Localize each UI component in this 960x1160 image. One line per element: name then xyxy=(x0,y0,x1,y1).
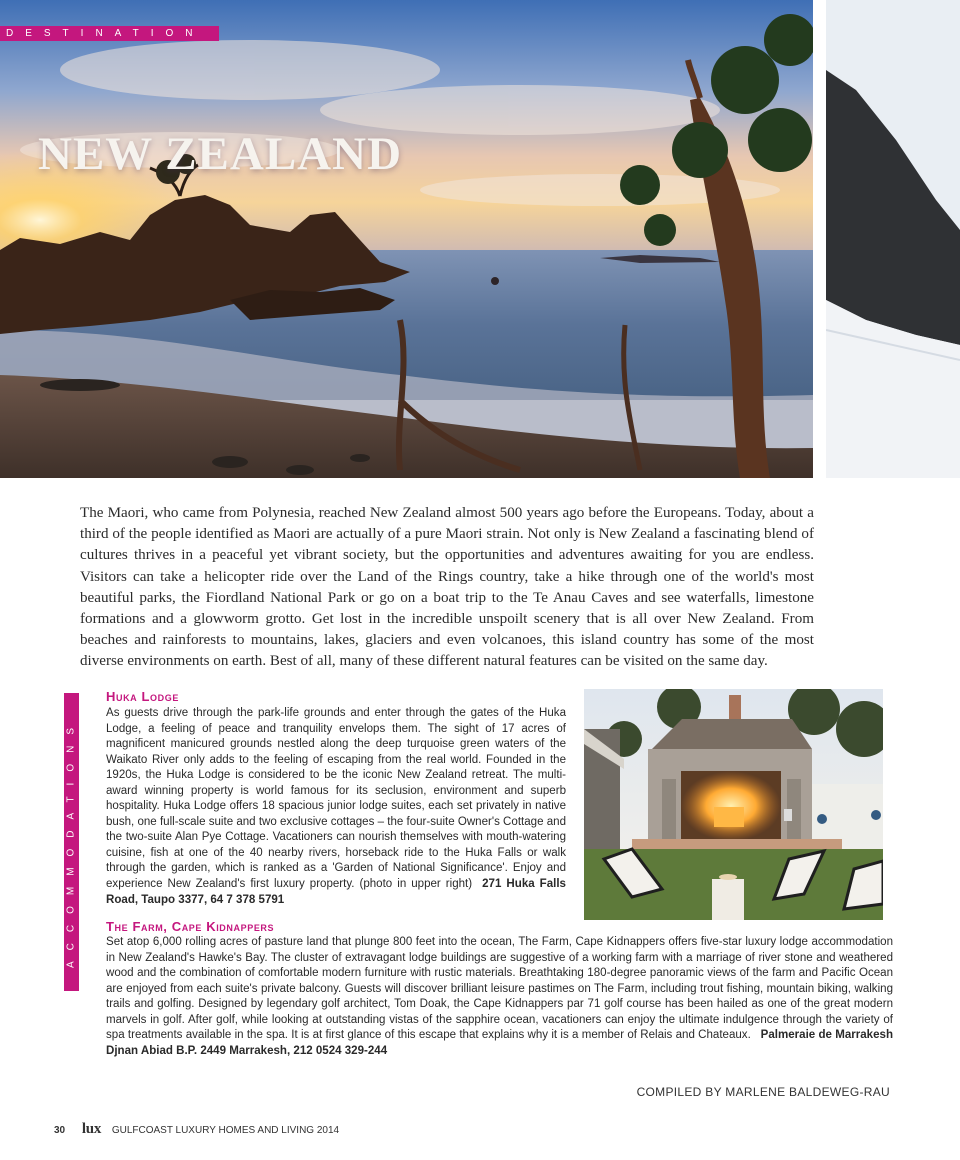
accommodations-label xyxy=(64,693,79,991)
section-label: DESTINATION xyxy=(0,26,219,41)
huka-lodge-text xyxy=(106,706,566,908)
publication-name: GULFCOAST LUXURY HOMES AND LIVING 2014 xyxy=(111,1125,340,1136)
huka-lodge-heading: Huka Lodge xyxy=(106,689,179,704)
hero-photo xyxy=(0,0,813,478)
side-photo xyxy=(826,0,960,478)
author-credit: COMPILED BY MARLENE BALDEWEG-RAU xyxy=(636,1085,890,1099)
the-farm-body: Set atop 6,000 rolling acres of pasture land that plunge 800 feet into the ocean, The Farm, Cape Kidnappers offers five-star luxury lodge accommodation in New Zealand's Hawke's Bay. The cluster of extravagant lodge buildings are suggestive of a working farm with a marriage of river stone and weathered wood and the combination of comfortable modern furniture with rustic materials. Breathtaking 180-degree panoramic views of the farm and Pacific Ocean are enjoyed from each suite's private balcony. Guests will discover brilliant leisure pastimes on The Farm, including trout fishing, mountain biking, walking trails and golfing. Designed by legendary golf architect, Tom Doak, the Cape Kidnappers par 71 golf course has been hailed as one of the great modern marvels in golf. After golf, while looking at outstanding vistas of the sapphire ocean, vacationers can enjoy the ultimate indulgence through the variety of spa treatments available in the spa. It is at first glance of this escape that explains why it is a member of Relais and Chateaux. xyxy=(106,936,893,1042)
intro-paragraph: The Maori, who came from Polynesia, reached New Zealand almost 500 years ago before the Europeans. Today, about a third of the people identified as Maori are actually of a pure Maori strain. Not only is New Zealand a fascinating blend of cultures thrives in a peaceful yet vibrant society, but the opportunities and adventures awaiting for you are endless. Visitors can take a helicopter ride over the Land of the Rings country, take a hike through one of the world's most beautiful parks, the Fiordland National Park or go on a boat trip to the Te Anau Caves and see waterfalls, limestone formations and a glowworm grotto. Get lost in the incredible unspoilt scenery that is all over New Zealand. From beaches and rainforests to mountains, lakes, glaciers and even volcanoes, this island country has some of the most diverse environments on earth. Best of all, many of these different natural features can be visited on the same day. xyxy=(80,505,814,670)
page-number: 30 xyxy=(54,1125,66,1136)
huka-lodge-body: As guests drive through the park-life grounds and enter through the gates of the Huka Lodge, a feeling of peace and tranquility envelops them. The sight of 17 acres of magnificent manicured grounds nestled along the deep turquoise green waters of the Waikato River only adds to the feeling of escaping from the real world. Founded in the 1920s, the Huka Lodge is considered to be the iconic New Zealand retreat. The multi-award winning property is world famous for its seclusion, environment and superb hospitality. Huka Lodge offers 18 spacious junior lodge suites, each set privately in native bush, one full-scale suite and two exclusive cottages – the four-suite Owner's Cottage and the two-suite Alan Pye Cottage. Vacationers can nourish themselves with mouth-watering cuisine, fish at one of the 40 nearby rivers, horseback ride to the Huka Falls or walk through the garden, which is ranked as a 'Garden of National Significance'. Enjoy and experience New Zealand's first luxury property. (photo in upper right) xyxy=(106,707,566,891)
page-footer xyxy=(54,1121,339,1138)
brand-logo: lux xyxy=(81,1121,102,1137)
the-farm-address: Palmeraie de Marrakesh Djnan Abiad B.P. 2449 Marrakesh, 212 0524 329-244 xyxy=(106,1029,894,1057)
lodge-photo xyxy=(584,689,883,920)
page-title: NEW ZEALAND xyxy=(38,128,403,181)
accommodations-label-text: ACCOMMODATIONS xyxy=(65,716,77,969)
the-farm-heading: The Farm, Cape Kidnappers xyxy=(106,919,275,934)
huka-lodge-address: 271 Huka Falls Road, Taupo 3377, 64 7 378 5791 xyxy=(106,878,566,906)
the-farm-text xyxy=(106,935,893,1059)
